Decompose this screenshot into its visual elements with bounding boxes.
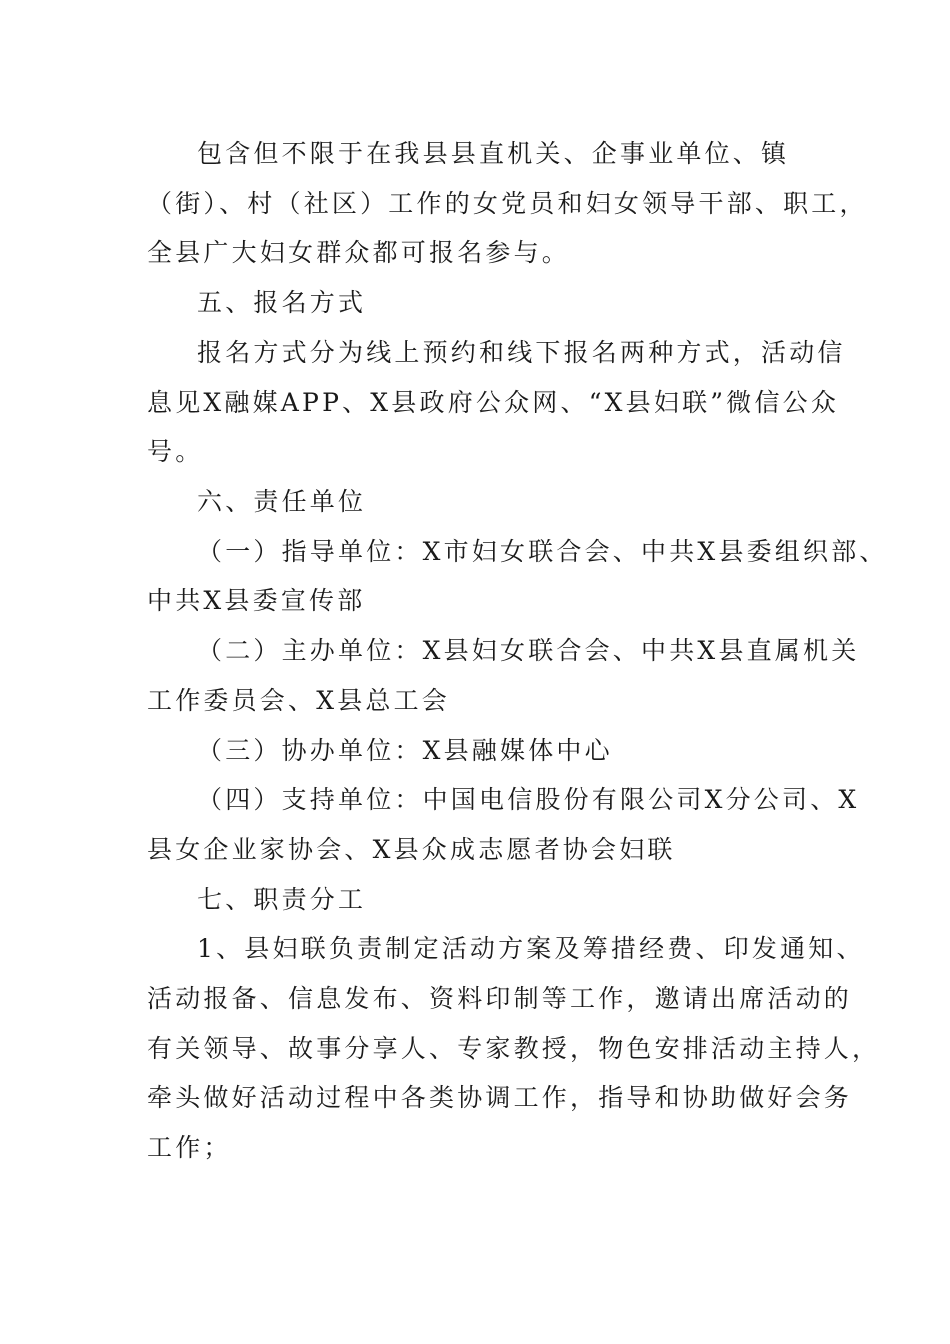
paragraph-line: 活动报备、信息发布、资料印制等工作，邀请出席活动的 (147, 984, 853, 1013)
paragraph-line: 工作委员会、X县总工会 (147, 686, 450, 715)
paragraph-line: 县女企业家协会、X县众成志愿者协会妇联 (147, 835, 676, 864)
paragraph-line: （三）协办单位：X县融媒体中心 (197, 736, 613, 765)
paragraph-line: 工作； (147, 1133, 232, 1162)
paragraph-line: （街）、村（社区）工作的女党员和妇女领导干部、职工， (147, 189, 868, 218)
paragraph-line: 包含但不限于在我县县直机关、企事业单位、镇 (197, 139, 790, 168)
paragraph-line: （一）指导单位：X市妇女联合会、中共X县委组织部、 (197, 537, 888, 566)
paragraph-line: 全县广大妇女群众都可报名参与。 (147, 238, 571, 267)
paragraph-line: 牵头做好活动过程中各类协调工作，指导和协助做好会务 (147, 1083, 853, 1112)
paragraph-line: （四）支持单位：中国电信股份有限公司X分公司、X (197, 785, 860, 814)
section-heading: 五、报名方式 (197, 288, 367, 317)
paragraph-line: 有关领导、故事分享人、专家教授，物色安排活动主持人， (147, 1034, 881, 1063)
paragraph-line: 号。 (147, 437, 204, 466)
section-heading: 七、职责分工 (197, 885, 367, 914)
paragraph-line: 1、县妇联负责制定活动方案及筹措经费、印发通知、 (197, 934, 865, 963)
paragraph-line: 息见X融媒APP、X县政府公众网、“X县妇联”微信公众 (147, 388, 840, 417)
paragraph-line: 报名方式分为线上预约和线下报名两种方式，活动信 (197, 338, 846, 367)
paragraph-line: （二）主办单位：X县妇女联合会、中共X县直属机关 (197, 636, 860, 665)
paragraph-line: 中共X县委宣传部 (147, 586, 366, 615)
section-heading: 六、责任单位 (197, 487, 367, 516)
